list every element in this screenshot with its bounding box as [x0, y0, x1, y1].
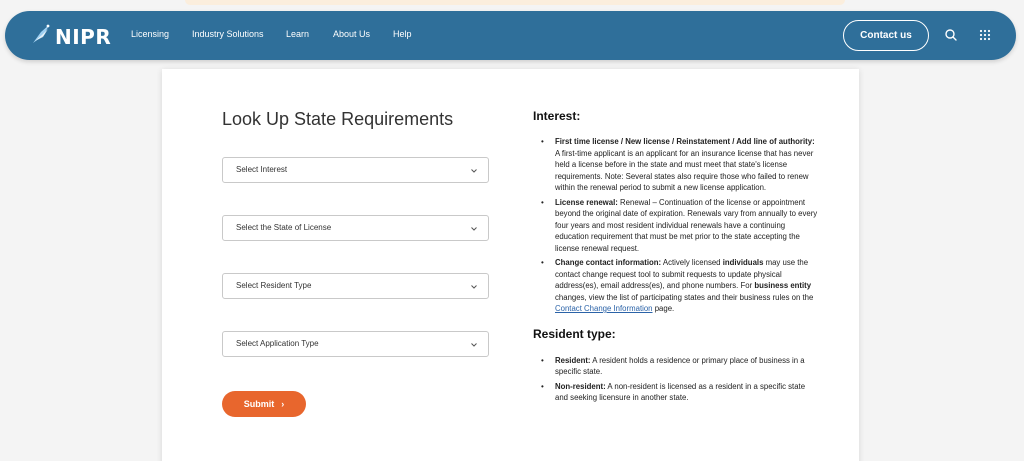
select-resident-label: Select Resident Type [236, 281, 312, 290]
nav-item-learn[interactable]: Learn [286, 29, 310, 39]
top-banner-strip [185, 0, 845, 5]
info-column [533, 109, 818, 407]
list-item-term: Change contact information: [555, 258, 662, 267]
list-item-text: A resident holds a residence or primary place of business in a specific state. [555, 355, 805, 376]
requirements-card [162, 69, 859, 461]
list-item-text: A non-resident is licensed as a resident in a specific state and seeking licensure in another state. [555, 381, 806, 402]
list-item-bold: individuals [722, 258, 764, 267]
list-item [533, 257, 818, 315]
select-application-label: Select Application Type [236, 339, 319, 348]
select-state-of-license[interactable] [222, 215, 489, 241]
nav-item-industry-solutions[interactable]: Industry Solutions [192, 29, 264, 39]
list-item-term: Non-resident: [555, 381, 606, 391]
list-item-text: may use the contact change request tool to submit requests to update physical address(es), email address(es), and phone numbers. For [555, 258, 809, 290]
nipr-logo-icon [31, 23, 51, 50]
list-item-text: Actively licensed [661, 258, 723, 267]
top-navbar [5, 11, 1016, 60]
chevron-down-icon [470, 225, 478, 233]
list-item-term: License renewal: [555, 197, 618, 207]
nav-item-licensing[interactable]: Licensing [131, 29, 170, 39]
interest-heading: Interest: [533, 109, 581, 123]
chevron-down-icon [470, 341, 478, 349]
list-item [533, 197, 818, 255]
submit-button[interactable] [222, 391, 306, 417]
contact-us-button[interactable] [843, 20, 929, 51]
chevron-down-icon [470, 283, 478, 291]
list-item-text: A first-time applicant is an applicant for an insurance license that has never held a license before in the state and must meet that state's license requirements. Note: Several states also require those who failed to renew within the renewal period to submit a new license application. [555, 148, 814, 192]
list-item [533, 355, 818, 378]
chevron-right-icon: › [281, 399, 285, 409]
select-interest[interactable] [222, 157, 489, 183]
nav-item-about-us[interactable]: About Us [333, 29, 371, 39]
nipr-logo[interactable] [31, 23, 111, 50]
list-item-term: Resident: [555, 355, 591, 365]
list-item [533, 381, 818, 404]
list-item-text: page. [652, 304, 675, 313]
list-item-term: First time license / New license / Reinstatement / Add line of authority: [555, 137, 815, 146]
select-resident-type[interactable] [222, 273, 489, 299]
list-item-text: changes, view the list of participating states and their business rules on the [555, 292, 814, 302]
contact-us-label: Contact us [860, 30, 912, 41]
interest-list [533, 136, 818, 315]
select-state-label: Select the State of License [236, 223, 332, 232]
grid-menu-icon[interactable] [977, 27, 993, 43]
submit-label: Submit [243, 399, 275, 409]
contact-change-information-link[interactable]: Contact Change Information [555, 304, 653, 313]
select-interest-label: Select Interest [236, 165, 288, 174]
nav-item-help[interactable]: Help [393, 29, 412, 39]
page-title: Look Up State Requirements [222, 109, 454, 129]
chevron-down-icon [470, 167, 478, 175]
logo-text: NIPR [55, 24, 112, 49]
resident-type-heading: Resident type: [533, 326, 616, 341]
resident-list [533, 355, 818, 404]
search-icon[interactable] [943, 27, 959, 43]
list-item-bold: business entity [754, 281, 812, 290]
list-item [533, 136, 818, 194]
list-item-text: Renewal – Continuation of the license or appointment beyond the original date of expiration. Renewals vary from annually to every four years and most resident individual renewals have a continuing education requirement that must be met prior to the state accepting the license renewal request. [555, 197, 818, 253]
select-application-type[interactable] [222, 331, 489, 357]
